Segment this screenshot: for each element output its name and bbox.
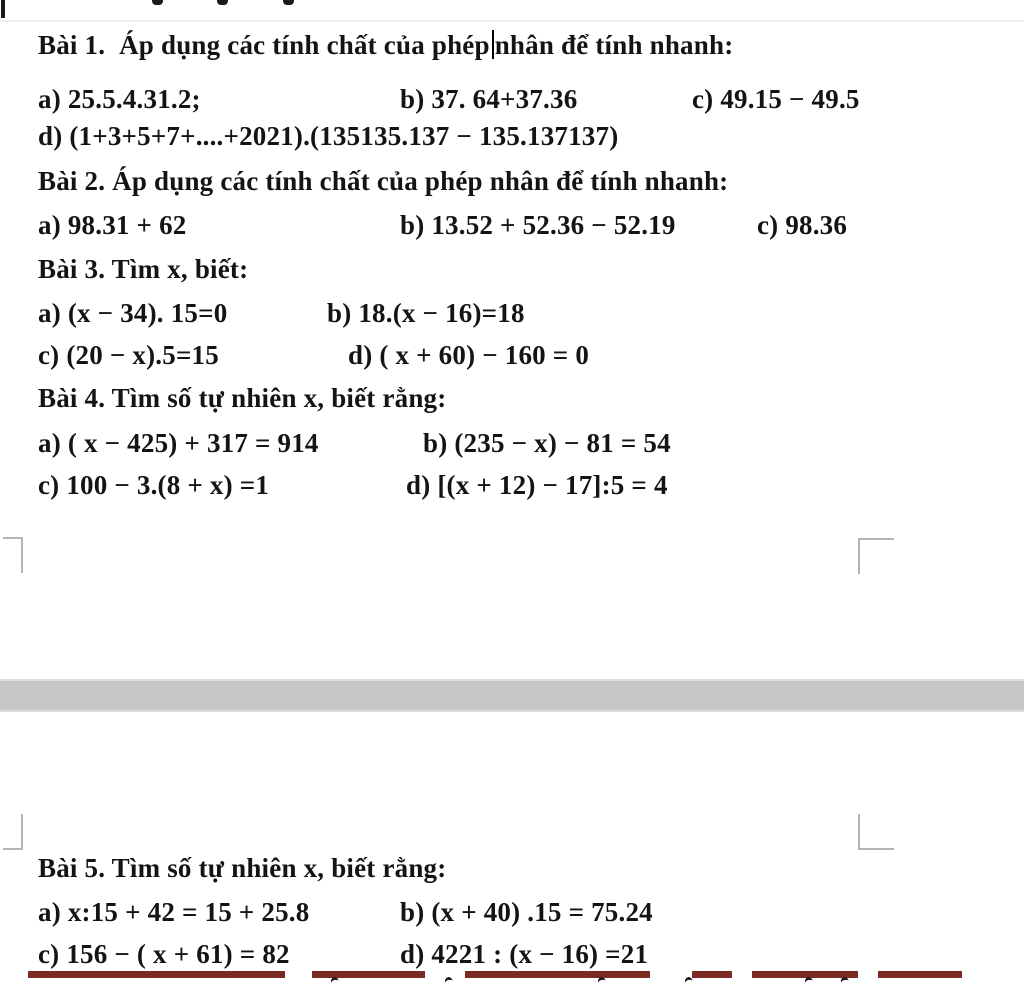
cut-text-descender (217, 0, 228, 5)
cut-text-descender (152, 0, 163, 5)
exercise-3-item-c[interactable]: c) (20 − x).5=15 (38, 340, 219, 370)
exercise-2-item-c[interactable]: c) 98.36 (757, 210, 848, 240)
page1-boundary-mark-bottom-left-h (3, 537, 23, 539)
exercise-3-item-d[interactable]: d) ( x + 60) − 160 = 0 (348, 340, 590, 370)
exercise-3-item-b[interactable]: b) 18.(x − 16)=18 (327, 298, 525, 328)
exercise-2-item-a[interactable]: a) 98.31 + 62 (38, 210, 187, 240)
exercise-1-heading[interactable] (38, 28, 733, 62)
exercise-3-heading[interactable]: Bài 3. Tìm x, biết: (38, 254, 249, 284)
cut-edge-line (1, 0, 5, 18)
page1-boundary-mark-bottom-right-h (858, 538, 894, 540)
exercise-1-item-c[interactable]: c) 49.15 − 49.5 (692, 84, 860, 114)
exercise-5-item-a[interactable]: a) x:15 + 42 = 15 + 25.8 (38, 897, 310, 927)
exercise-1-item-b[interactable]: b) 37. 64+37.36 (400, 84, 578, 114)
exercise-4-item-c[interactable]: c) 100 − 3.(8 + x) =1 (38, 470, 270, 500)
cut-red-text-segment (28, 971, 285, 978)
page1-boundary-mark-bottom-left-v (21, 537, 23, 573)
exercise-2-item-b[interactable]: b) 13.52 + 52.36 − 52.19 (400, 210, 676, 240)
faint-artifact-line (0, 20, 1024, 22)
exercise-5-item-c[interactable]: c) 156 − ( x + 61) = 82 (38, 939, 290, 969)
exercise-4-item-b[interactable]: b) (235 − x) − 81 = 54 (423, 428, 671, 458)
page2-boundary-mark-top-left-h (3, 848, 23, 850)
text-cursor (492, 30, 494, 59)
cut-text-accent-tip (444, 976, 454, 985)
exercise-4-item-d[interactable]: d) [(x + 12) − 17]:5 = 4 (406, 470, 668, 500)
exercise-5-item-d[interactable]: d) 4221 : (x − 16) =21 (400, 939, 649, 969)
exercise-1-heading-pre: Bài 1. Áp dụng các tính chất của phép (38, 30, 490, 60)
page2-boundary-mark-top-left-v (21, 814, 23, 850)
cut-red-text-segment (312, 971, 425, 978)
exercise-1-item-d[interactable]: d) (1+3+5+7+....+2021).(135135.137 − 135.137137) (38, 121, 619, 151)
exercise-3-item-a[interactable]: a) (x − 34). 15=0 (38, 298, 228, 328)
exercise-4-item-a[interactable]: a) ( x − 425) + 317 = 914 (38, 428, 319, 458)
exercise-1-item-a[interactable]: a) 25.5.4.31.2; (38, 84, 201, 114)
exercise-5-heading[interactable]: Bài 5. Tìm số tự nhiên x, biết rằng: (38, 853, 447, 883)
page2-boundary-mark-top-right-v (858, 814, 860, 850)
page1-boundary-mark-bottom-right-v (858, 538, 860, 574)
exercise-2-heading[interactable]: Bài 2. Áp dụng các tính chất của phép nhân để tính nhanh: (38, 166, 729, 196)
cut-red-text-segment (465, 971, 650, 978)
page2-boundary-mark-top-right-h (858, 848, 894, 850)
exercise-4-heading[interactable]: Bài 4. Tìm số tự nhiên x, biết rằng: (38, 383, 447, 413)
page-separator-bar (0, 679, 1024, 712)
cut-red-text-segment (692, 971, 732, 978)
exercise-1-heading-post: nhân để tính nhanh: (494, 30, 734, 60)
cut-text-descender (283, 0, 294, 5)
cut-red-text-segment (878, 971, 962, 978)
exercise-5-item-b[interactable]: b) (x + 40) .15 = 75.24 (400, 897, 653, 927)
